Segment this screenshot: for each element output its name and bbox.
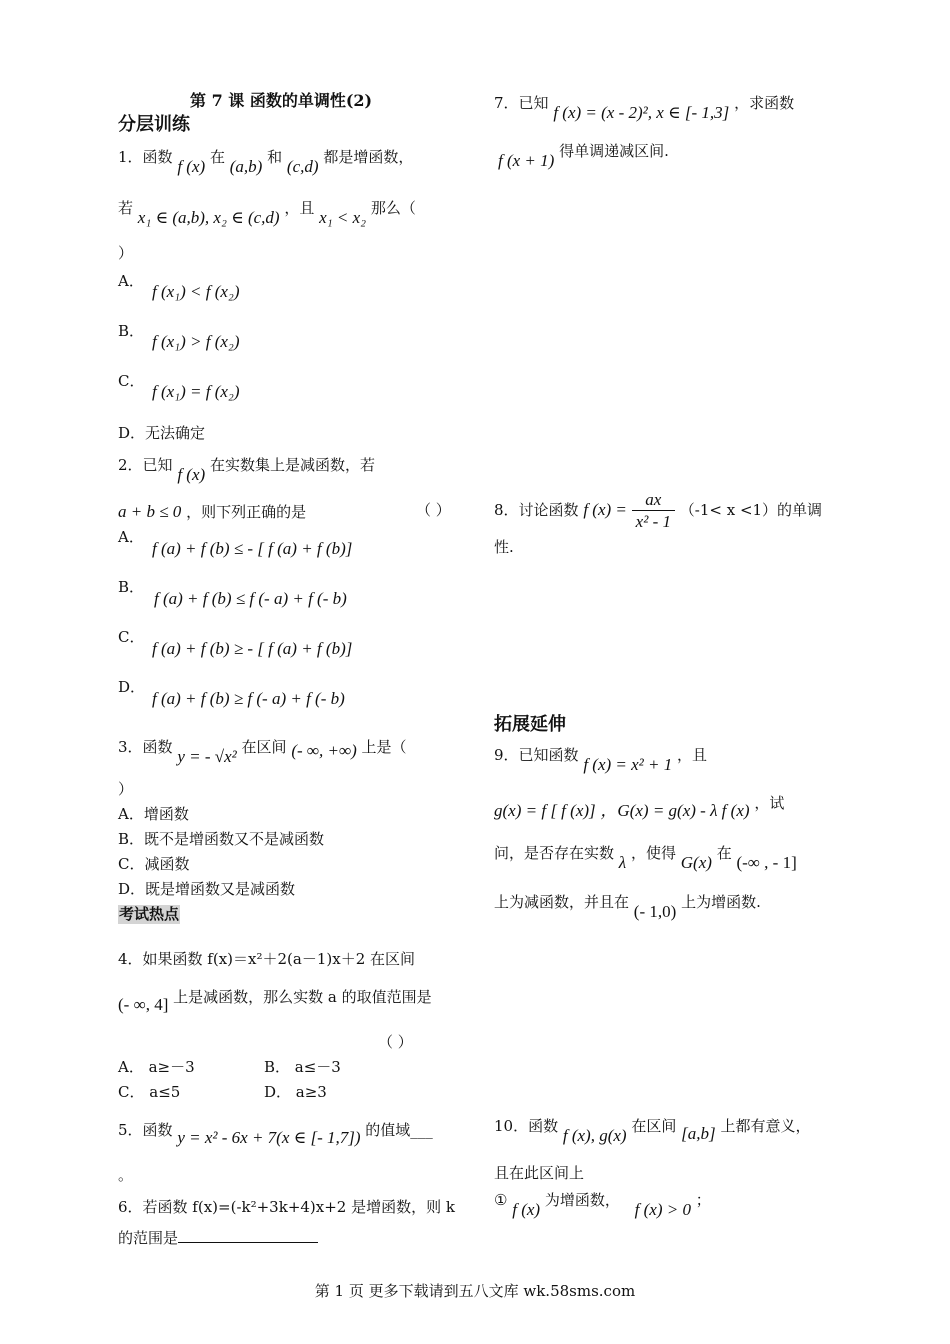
q3-option-d: D．既是增函数又是减函数 <box>118 880 296 898</box>
q2-option-d: f (a) + f (b) ≥ f (- a) + f (- b) <box>152 689 345 708</box>
q2-paren: （ ） <box>416 501 451 519</box>
q1-c-label: C． <box>118 372 145 390</box>
q6-answer-blank <box>178 1242 318 1243</box>
q10-line2: 且在此区间上 <box>494 1164 585 1182</box>
q1-close: ） <box>118 244 134 262</box>
q1-line2: 若 x₁ ∈ (a,b), x₂ ∈ (c,d) ，且 x₁ < x₂ 那么（ <box>118 199 416 227</box>
q2-c-label: C． <box>118 628 145 646</box>
q1-option-d: D．无法确定 <box>118 424 206 442</box>
q9-line1: 9．已知函数 f (x) = x² + 1 ，且 <box>494 746 708 774</box>
q1-option-b: f (x₁) > f (x₂) <box>152 332 240 351</box>
page-footer: 第 1 页 更多下载请到五八文库 wk.58sms.com <box>314 1282 636 1300</box>
section-ext: 拓展延伸 <box>494 714 566 735</box>
q2-option-b: f (a) + f (b) ≤ f (- a) + f (- b) <box>154 589 347 608</box>
q9-line4: 上为减函数，并且在 (- 1,0) 上为增函数. <box>494 893 761 921</box>
page-title: 第 7 课 函数的单调性(2) <box>190 91 373 110</box>
q2-line1: 2．已知 f (x) 在实数集上是减函数，若 <box>118 456 375 484</box>
q4-option-c: C． a≤5 <box>118 1083 181 1101</box>
q10-line1: 10．函数 f (x), g(x) 在区间 [a,b] 上都有意义， <box>494 1117 811 1145</box>
q5-line1: 5．函数 y = x² - 6x + 7(x ∈ [- 1,7]) 的值域___ <box>118 1121 433 1147</box>
q4-option-b: B． a≤－3 <box>264 1058 341 1076</box>
q4-option-a: A． a≥－3 <box>118 1058 195 1076</box>
q2-line2: a + b ≤ 0 ，则下列正确的是 <box>118 502 307 521</box>
q9-line3: 问，是否存在实数 λ ，使得 G(x) 在 (-∞ , - 1] <box>494 844 797 872</box>
q9-line2: g(x) = f [ f (x)] ，G(x) = g(x) - λ f (x) ，试 <box>494 794 785 820</box>
q6-line1: 6．若函数 f(x)=(-k²+3k+4)x+2 是增函数，则 k <box>118 1198 455 1216</box>
q3-line1: 3．函数 y = - √x² 在区间 (- ∞, +∞) 上是（ <box>118 738 407 766</box>
q1-line1: 1．函数 f (x) 在 (a,b) 和 (c,d) 都是增函数， <box>118 148 414 176</box>
q3-option-c: C．减函数 <box>118 855 190 873</box>
q7-line1: 7．已知 f (x) = (x - 2)², x ∈ [- 1,3] ，求函数 <box>494 94 795 122</box>
q4-line2: (- ∞, 4] 上是减函数，那么实数 a 的取值范围是 <box>118 988 432 1014</box>
q1-a-label: A． <box>118 272 144 290</box>
q2-d-label: D． <box>118 678 146 696</box>
q8-line2: 性. <box>494 538 514 556</box>
section-hot: 考试热点 <box>119 905 180 923</box>
q2-b-label: B． <box>118 578 145 596</box>
q4-option-d: D． a≥3 <box>264 1083 327 1101</box>
q3-option-a: A．增函数 <box>118 805 189 823</box>
q6-line2: 的范围是 <box>118 1229 318 1248</box>
q1-option-c: f (x₁) = f (x₂) <box>152 382 240 401</box>
q2-option-c: f (a) + f (b) ≥ - [ f (a) + f (b)] <box>152 639 353 658</box>
q4-paren: （ ） <box>378 1033 413 1051</box>
q5-end: 。 <box>118 1166 134 1184</box>
q8-line1: 8．讨论函数 f (x) = $\frac{ax}{\text{x² - 1}}$ （-1< x <1）的单调 <box>494 490 823 532</box>
q3-option-b: B．既不是增函数又不是减函数 <box>118 830 325 848</box>
q1-b-label: B． <box>118 322 145 340</box>
q2-option-a: f (a) + f (b) ≤ - [ f (a) + f (b)] <box>152 539 353 558</box>
q10-line3: ① f (x) 为增函数， f (x) > 0 ； <box>494 1191 711 1219</box>
q8-fraction: $\frac{ax}{\text{x² - 1}}$ <box>632 489 675 533</box>
q7-line2: f (x + 1) 得单调递减区间. <box>498 142 669 170</box>
q4-line1: 4．如果函数 f(x)＝x²＋2(a－1)x＋2 在区间 <box>118 950 416 968</box>
q1-option-a: f (x₁) < f (x₂) <box>152 282 240 301</box>
section-layered: 分层训练 <box>118 114 190 135</box>
q2-a-label: A． <box>118 528 144 546</box>
q3-close: ） <box>118 780 134 798</box>
